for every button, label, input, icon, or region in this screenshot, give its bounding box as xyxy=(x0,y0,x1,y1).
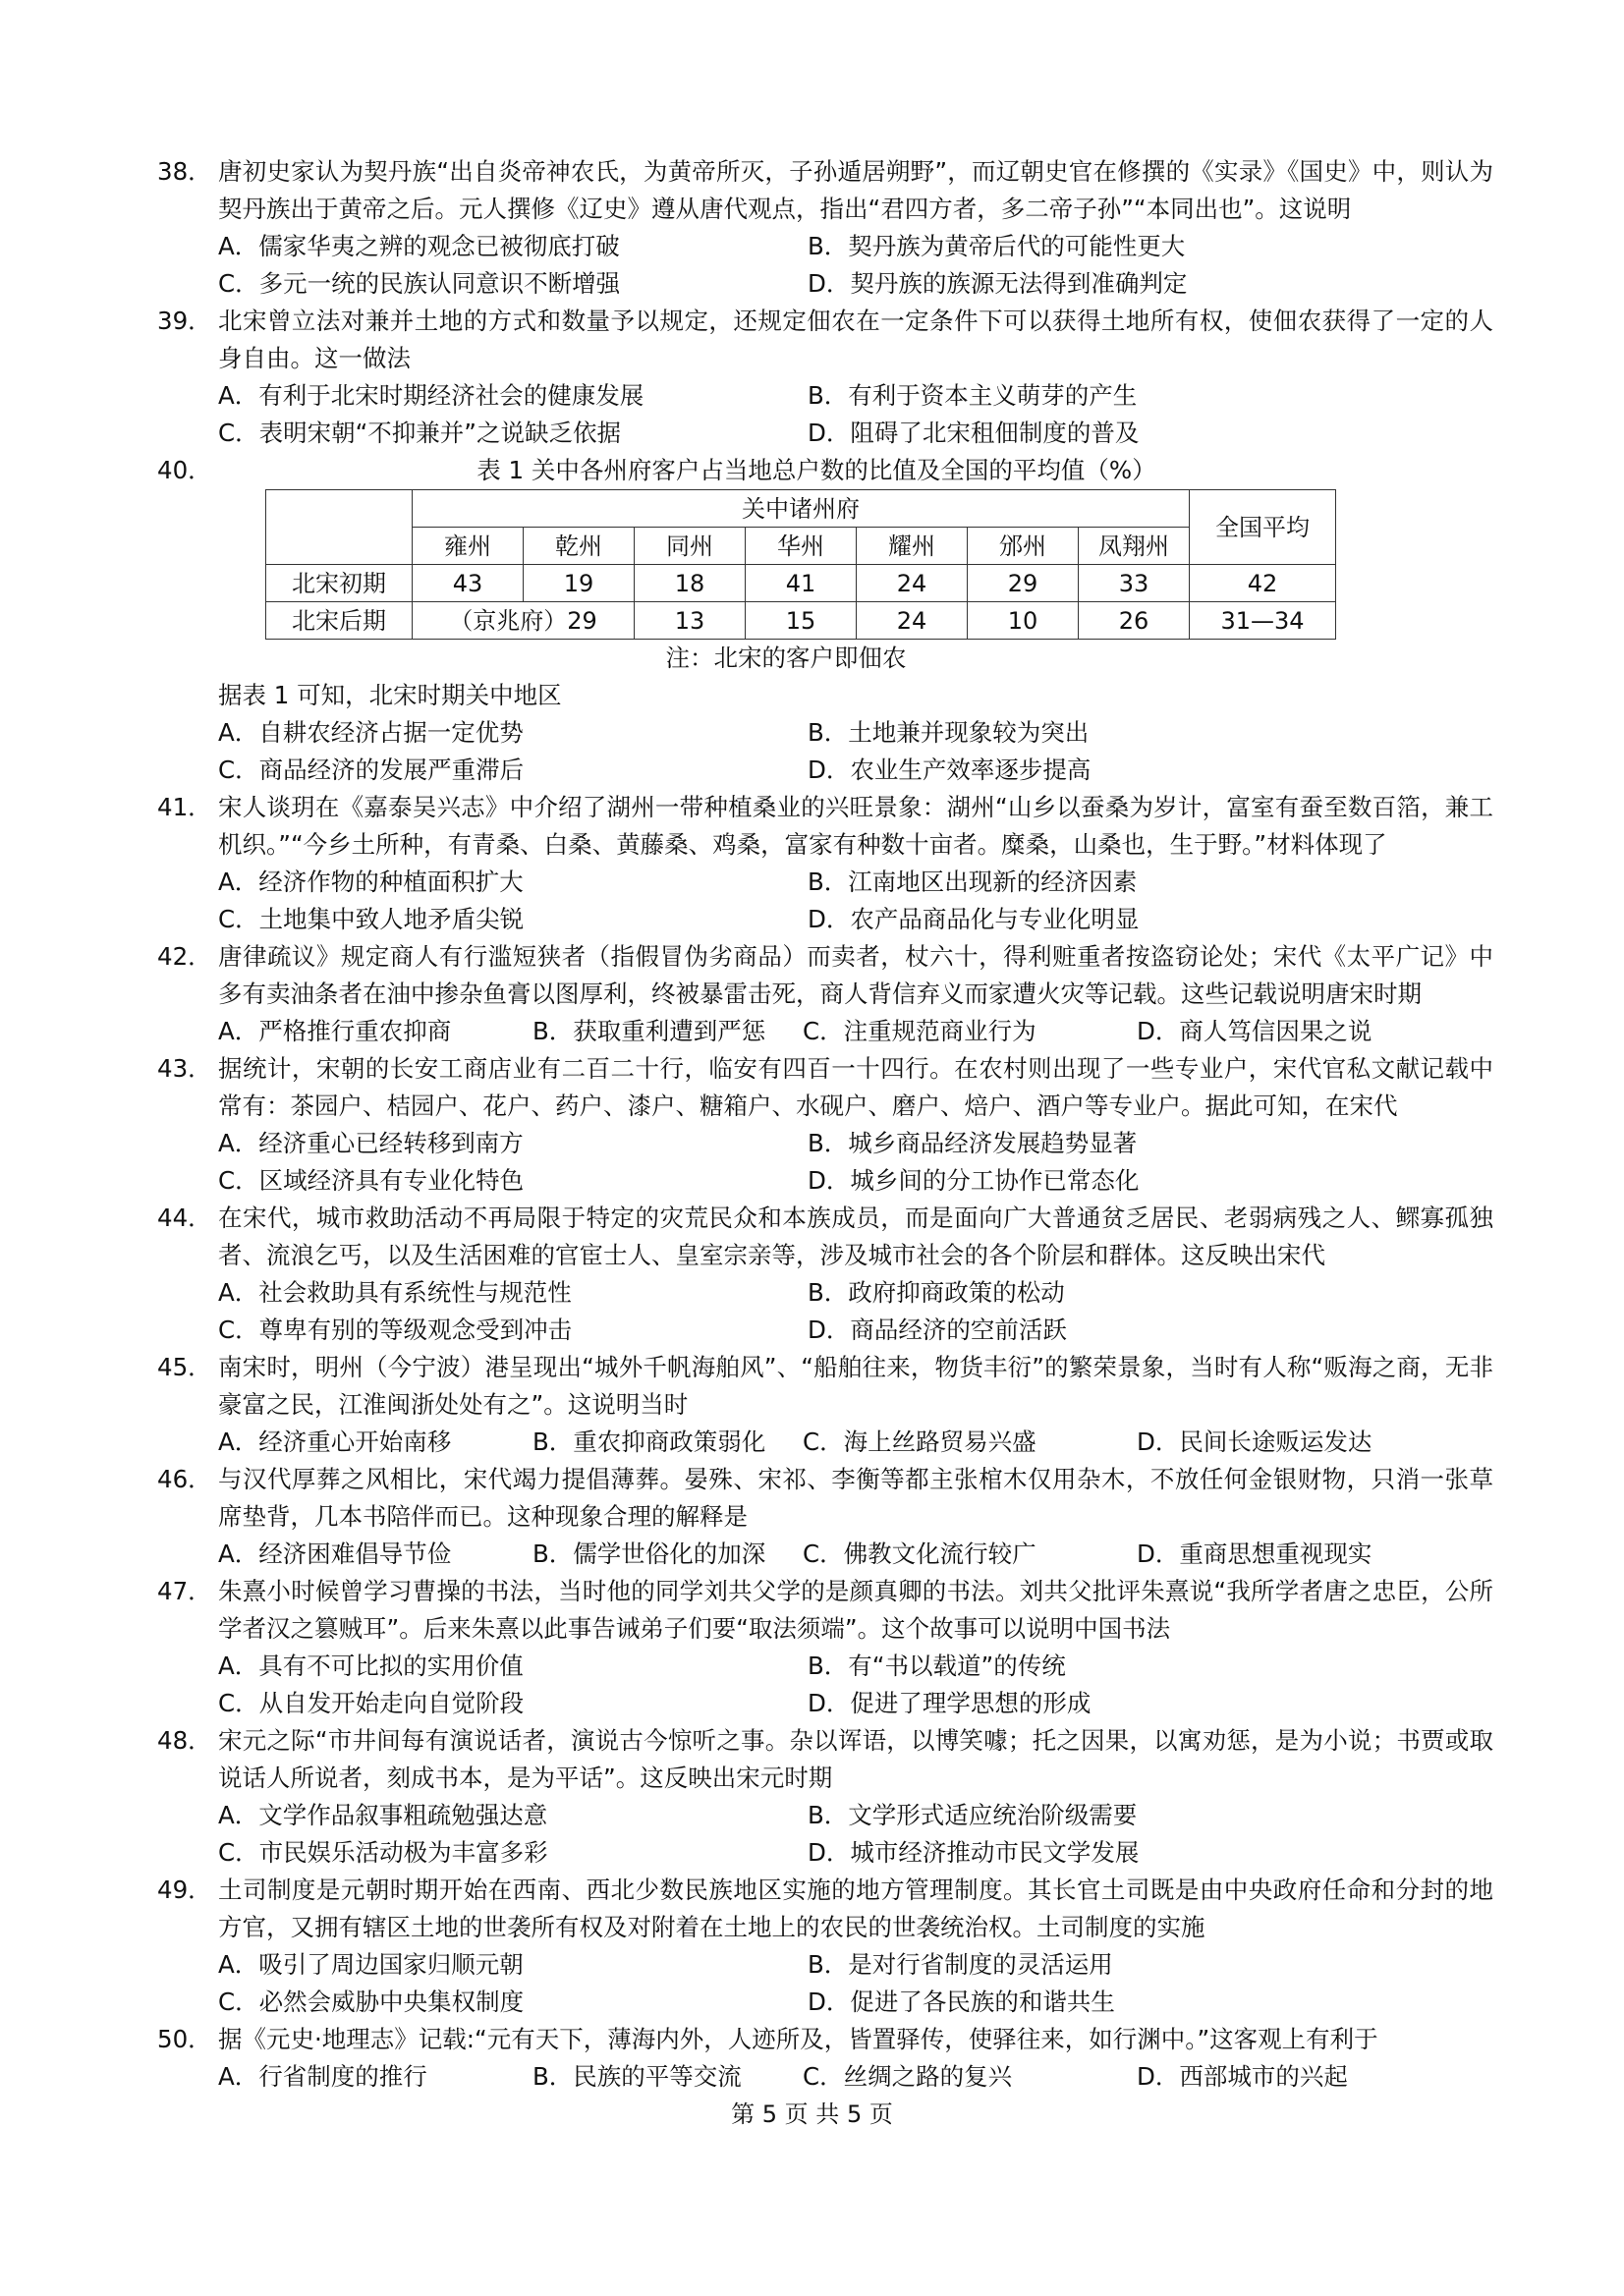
option-b: B．有“书以载道”的传统 xyxy=(808,1652,1066,1680)
table-note: 注：北宋的客户即佃农 xyxy=(665,644,907,672)
table-cell: 24 xyxy=(857,602,968,640)
question-number: 50． xyxy=(157,2025,212,2053)
question-text: 与汉代厚葬之风相比，宋代竭力提倡薄葬。晏殊、宋祁、李衡等都主张棺木仅用杂木，不放任何金银财物，只消一张草席垫背，几本书陪伴而已。这种现象合理的解释是 xyxy=(218,1465,1493,1531)
option-a: A．行省制度的推行 xyxy=(218,2062,427,2091)
row-label: 北宋初期 xyxy=(266,565,413,602)
question xyxy=(157,303,1493,452)
option-d: D．商品经济的空前活跃 xyxy=(808,1316,1067,1344)
question-stem xyxy=(157,153,1493,228)
option-a: A．严格推行重农抑商 xyxy=(218,1017,452,1045)
question-number: 44． xyxy=(157,1204,212,1232)
table-row xyxy=(266,602,1336,640)
option-a: A．经济作物的种植面积扩大 xyxy=(218,868,524,896)
question xyxy=(157,1349,1493,1461)
option-d: D．民间长途贩运发达 xyxy=(1137,1428,1372,1456)
table-cell: 41 xyxy=(746,565,857,602)
question-stem xyxy=(157,1050,1493,1125)
option-b: B．城乡商品经济发展趋势显著 xyxy=(808,1129,1138,1157)
question-text: 据《元史·地理志》记载:“元有天下，薄海内外，人迹所及，皆置驿传，使驿往来，如行渊中。”这客观上有利于 xyxy=(218,2025,1378,2053)
question-40 xyxy=(157,452,1493,789)
option-c: C．注重规范商业行为 xyxy=(803,1017,1036,1045)
option-b: B．有利于资本主义萌芽的产生 xyxy=(808,381,1138,410)
option-b: B．土地兼并现象较为突出 xyxy=(808,718,1090,747)
options xyxy=(218,864,1493,938)
options xyxy=(218,1797,1493,1872)
table-cell: 33 xyxy=(1079,565,1190,602)
question-stem xyxy=(157,1200,1493,1274)
question xyxy=(157,2021,1493,2096)
row-label: 北宋后期 xyxy=(266,602,413,640)
question-stem xyxy=(157,1872,1493,1946)
question xyxy=(157,1461,1493,1573)
question-number: 49． xyxy=(157,1876,212,1904)
option-d: D．契丹族的族源无法得到准确判定 xyxy=(808,269,1188,298)
option-b: B．民族的平等交流 xyxy=(532,2062,742,2091)
question-text: 唐初史家认为契丹族“出自炎帝神农氏，为黄帝所灭，子孙遁居朔野”，而辽朝史官在修撰的《实录》《国史》中，则认为契丹族出于黄帝之后。元人撰修《辽史》遵从唐代观点，指出“君四方者，多二帝子孙”“本同出也”。这说明 xyxy=(218,157,1493,223)
option-a: A．经济困难倡导节俭 xyxy=(218,1540,452,1568)
column-header: 邠州 xyxy=(968,528,1079,565)
question-text: 在宋代，城市救助活动不再局限于特定的灾荒民众和本族成员，而是面向广大普通贫乏居民、老弱病残之人、鳏寡孤独者、流浪乞丐，以及生活困难的官宦士人、皇室宗亲等，涉及城市社会的各个阶层和群体。这反映出宋代 xyxy=(218,1204,1493,1269)
table-cell: 43 xyxy=(413,565,524,602)
question xyxy=(157,1872,1493,2021)
option-c: C．从自发开始走向自觉阶段 xyxy=(218,1689,525,1717)
table-cell: 18 xyxy=(635,565,746,602)
national-cell: 31—34 xyxy=(1190,602,1336,640)
question-number: 45． xyxy=(157,1353,212,1381)
option-a: A．文学作品叙事粗疏勉强达意 xyxy=(218,1801,548,1829)
table-cell: 19 xyxy=(524,565,635,602)
option-c: C．市民娱乐活动极为丰富多彩 xyxy=(218,1838,548,1867)
question xyxy=(157,1050,1493,1200)
column-header: 雍州 xyxy=(413,528,524,565)
options xyxy=(218,1536,1493,1573)
question-number: 41． xyxy=(157,793,212,821)
question xyxy=(157,789,1493,938)
option-d: D．阻碍了北宋租佃制度的普及 xyxy=(808,419,1140,447)
question-list-a xyxy=(157,153,1493,452)
option-b: B．文学形式适应统治阶级需要 xyxy=(808,1801,1138,1829)
option-a: A．具有不可比拟的实用价值 xyxy=(218,1652,524,1680)
option-d: D．西部城市的兴起 xyxy=(1137,2062,1348,2091)
option-d: D．重商思想重视现实 xyxy=(1137,1540,1372,1568)
question-stem xyxy=(157,1349,1493,1424)
option-b: B．契丹族为黄帝后代的可能性更大 xyxy=(808,232,1186,260)
data-table xyxy=(265,489,1336,640)
question-stem xyxy=(157,2021,1493,2058)
option-a: A．社会救助具有系统性与规范性 xyxy=(218,1278,572,1307)
options xyxy=(218,228,1493,303)
table-cell: 26 xyxy=(1079,602,1190,640)
exam-page xyxy=(157,153,1493,2096)
question xyxy=(157,938,1493,1050)
option-d: D．商人笃信因果之说 xyxy=(1137,1017,1372,1045)
table-cell: 15 xyxy=(746,602,857,640)
question xyxy=(157,153,1493,303)
corner-cell xyxy=(266,490,413,565)
option-b: B．江南地区出现新的经济因素 xyxy=(808,868,1138,896)
options xyxy=(218,377,1493,452)
table-cell: 10 xyxy=(968,602,1079,640)
column-header: 华州 xyxy=(746,528,857,565)
option-c: C．必然会威胁中央集权制度 xyxy=(218,1988,525,2016)
table-caption: 表 1 关中各州府客户占当地总户数的比值及全国的平均值（%） xyxy=(476,456,1156,484)
option-a: A．经济重心已经转移到南方 xyxy=(218,1129,524,1157)
question-text: 北宋曾立法对兼并土地的方式和数量予以规定，还规定佃农在一定条件下可以获得土地所有权，使佃农获得了一定的人身自由。这一做法 xyxy=(218,307,1493,372)
option-c: C．海上丝路贸易兴盛 xyxy=(803,1428,1036,1456)
table-cell: 29 xyxy=(968,565,1079,602)
options xyxy=(218,714,1493,789)
question-stem xyxy=(157,303,1493,377)
question-stem xyxy=(157,1573,1493,1648)
question-number: 42． xyxy=(157,942,212,971)
question-text: 宋人谈玥在《嘉泰吴兴志》中介绍了湖州一带种植桑业的兴旺景象：湖州“山乡以蚕桑为岁计，富室有蚕至数百箔，兼工机织。”“今乡土所种，有青桑、白桑、黄藤桑、鸡桑，富家有种数十亩者。糜桑，山桑也，生于野。”材料体现了 xyxy=(218,793,1493,859)
question xyxy=(157,1573,1493,1722)
question-stem xyxy=(157,1722,1493,1797)
options xyxy=(218,2058,1493,2096)
option-c: C．多元一统的民族认同意识不断增强 xyxy=(218,269,621,298)
option-a: A．吸引了周边国家归顺元朝 xyxy=(218,1950,524,1979)
option-d: D．农业生产效率逐步提高 xyxy=(808,756,1092,784)
column-header: 同州 xyxy=(635,528,746,565)
question-list-b xyxy=(157,789,1493,2096)
question-stem xyxy=(157,789,1493,864)
question-number: 43． xyxy=(157,1054,212,1083)
options xyxy=(218,1274,1493,1349)
question xyxy=(157,1722,1493,1872)
column-header: 耀州 xyxy=(857,528,968,565)
question-stem: 据表 1 可知，北宋时期关中地区 xyxy=(218,681,562,709)
question-stem xyxy=(157,938,1493,1013)
national-header: 全国平均 xyxy=(1190,490,1336,565)
column-header: 凤翔州 xyxy=(1079,528,1190,565)
question-number: 46． xyxy=(157,1465,212,1493)
option-d: D．促进了各民族的和谐共生 xyxy=(808,1988,1115,2016)
table-cell: 24 xyxy=(857,565,968,602)
option-b: B．获取重利遭到严惩 xyxy=(532,1017,766,1045)
option-a: A．儒家华夷之辨的观念已被彻底打破 xyxy=(218,232,620,260)
option-c: C．表明宋朝“不抑兼并”之说缺乏依据 xyxy=(218,419,621,447)
option-c: C．土地集中致人地矛盾尖锐 xyxy=(218,905,525,933)
options xyxy=(218,1125,1493,1200)
option-c: C．商品经济的发展严重滞后 xyxy=(218,756,525,784)
option-b: B．是对行省制度的灵活运用 xyxy=(808,1950,1113,1979)
option-d: D．农产品商品化与专业化明显 xyxy=(808,905,1140,933)
question-number: 38． xyxy=(157,157,212,186)
option-b: B．儒学世俗化的加深 xyxy=(532,1540,766,1568)
option-c: C．区域经济具有专业化特色 xyxy=(218,1166,525,1195)
option-a: A．有利于北宋时期经济社会的健康发展 xyxy=(218,381,644,410)
question xyxy=(157,1200,1493,1349)
table-row xyxy=(266,565,1336,602)
question-text: 唐律疏议》规定商人有行滥短狭者（指假冒伪劣商品）而卖者，杖六十，得利赃重者按盗窃论处；宋代《太平广记》中多有卖油条者在油中掺杂鱼膏以图厚利，终被暴雷击死，商人背信弃义而家遭火灾等记载。这些记载说明唐宋时期 xyxy=(218,942,1493,1008)
question-number: 40． xyxy=(157,456,212,484)
column-header: 乾州 xyxy=(524,528,635,565)
options xyxy=(218,1424,1493,1461)
question-text: 南宋时，明州（今宁波）港呈现出“城外千帆海舶风”、“船舶往来，物货丰衍”的繁荣景象，当时有人称“贩海之商，无非豪富之民，江淮闽浙处处有之”。这说明当时 xyxy=(218,1353,1493,1419)
option-b: B．政府抑商政策的松动 xyxy=(808,1278,1065,1307)
option-d: D．城乡间的分工协作已常态化 xyxy=(808,1166,1140,1195)
column-header-row xyxy=(266,528,1336,565)
option-b: B．重农抑商政策弱化 xyxy=(532,1428,766,1456)
question-number: 47． xyxy=(157,1577,212,1605)
question-text: 据统计，宋朝的长安工商店业有二百二十行，临安有四百一十四行。在农村则出现了一些专业户，宋代官私文献记载中常有：茶园户、桔园户、花户、药户、漆户、糖箱户、水砚户、磨户、焙户、酒户等专业户。据此可知，在宋代 xyxy=(218,1054,1493,1120)
group-header: 关中诸州府 xyxy=(413,490,1190,528)
question-text: 宋元之际“市井间每有演说话者，演说古今惊听之事。杂以诨语，以博笑噱；托之因果，以寓劝惩，是为小说；书贾或取说话人所说者，刻成书本，是为平话”。这反映出宋元时期 xyxy=(218,1726,1493,1792)
options xyxy=(218,1013,1493,1050)
option-d: D．城市经济推动市民文学发展 xyxy=(808,1838,1140,1867)
option-c: C．佛教文化流行较广 xyxy=(803,1540,1036,1568)
option-a: A．经济重心开始南移 xyxy=(218,1428,452,1456)
options xyxy=(218,1648,1493,1722)
question-number: 39． xyxy=(157,307,212,335)
table-header-row xyxy=(266,490,1336,528)
national-cell: 42 xyxy=(1190,565,1336,602)
page-footer: 第 5 页 共 5 页 xyxy=(731,2100,893,2128)
table-cell: 13 xyxy=(635,602,746,640)
options xyxy=(218,1946,1493,2021)
option-a: A．自耕农经济占据一定优势 xyxy=(218,718,524,747)
question-stem xyxy=(157,1461,1493,1536)
option-c: C．丝绸之路的复兴 xyxy=(803,2062,1013,2091)
option-c: C．尊卑有别的等级观念受到冲击 xyxy=(218,1316,573,1344)
question-number: 48． xyxy=(157,1726,212,1755)
option-d: D．促进了理学思想的形成 xyxy=(808,1689,1092,1717)
table-cell: （京兆府）29 xyxy=(413,602,635,640)
question-text: 土司制度是元朝时期开始在西南、西北少数民族地区实施的地方管理制度。其长官土司既是由中央政府任命和分封的地方官，又拥有辖区土地的世袭所有权及对附着在土地上的农民的世袭统治权。土司制度的实施 xyxy=(218,1876,1493,1941)
question-text: 朱熹小时候曾学习曹操的书法，当时他的同学刘共父学的是颜真卿的书法。刘共父批评朱熹说“我所学者唐之忠臣，公所学者汉之篡贼耳”。后来朱熹以此事告诫弟子们要“取法须端”。这个故事可以说明中国书法 xyxy=(218,1577,1493,1643)
